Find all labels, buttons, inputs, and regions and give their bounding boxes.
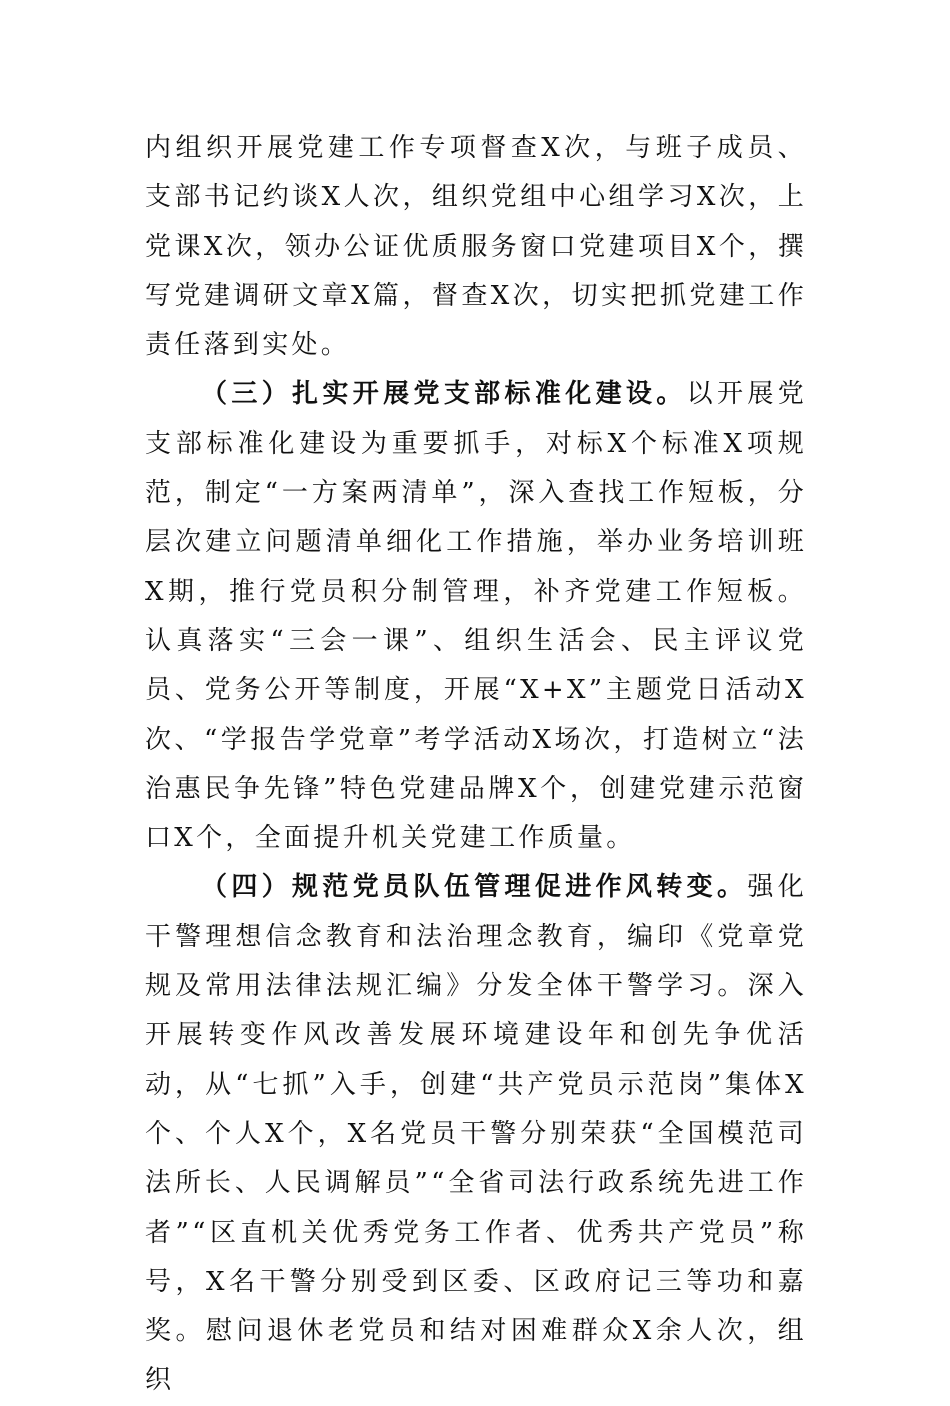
paragraph-section-four	[145, 863, 807, 1405]
paragraph-text: 强化干警理想信念教育和法治理念教育，编印《党章党规及常用法律法规汇编》分发全体干警学习。深入开展转变作风改善发展环境建设年和创先争优活动，从“七抓”入手，创建“共产党员示范岗”集体X个、个人X个，X名党员干警分别荣获“全国模范司法所长、人民调解员”“全省司法行政系统先进工作者”“区直机关优秀党务工作者、优秀共产党员”称号，X名干警分别受到区委、区政府记三等功和嘉奖。慰问退休老党员和结对困难群众X余人次，组织	[145, 872, 807, 1396]
section-heading: （三）扎实开展党支部标准化建设。	[201, 379, 687, 410]
paragraph-text: 以开展党支部标准化建设为重要抓手，对标X个标准X项规范，制定“一方案两清单”，深入查找工作短板，分层次建立问题清单细化工作措施，举办业务培训班X期，推行党员积分制管理，补齐党建工作短板。认真落实“三会一课”、组织生活会、民主评议党员、党务公开等制度，开展“X+X”主题党日活动X次、“学报告学党章”考学活动X场次，打造树立“法治惠民争先锋”特色党建品牌X个，创建党建示范窗口X个，全面提升机关党建工作质量。	[145, 379, 807, 854]
section-heading: （四）规范党员队伍管理促进作风转变。	[201, 872, 748, 903]
paragraph-section-three	[145, 370, 807, 863]
paragraph-continuation	[145, 124, 807, 370]
document-body	[145, 124, 807, 1406]
paragraph-text: 内组织开展党建工作专项督查X次，与班子成员、支部书记约谈X人次，组织党组中心组学习X次，上党课X次，领办公证优质服务窗口党建项目X个，撰写党建调研文章X篇，督查X次，切实把抓党建工作责任落到实处。	[145, 133, 807, 361]
